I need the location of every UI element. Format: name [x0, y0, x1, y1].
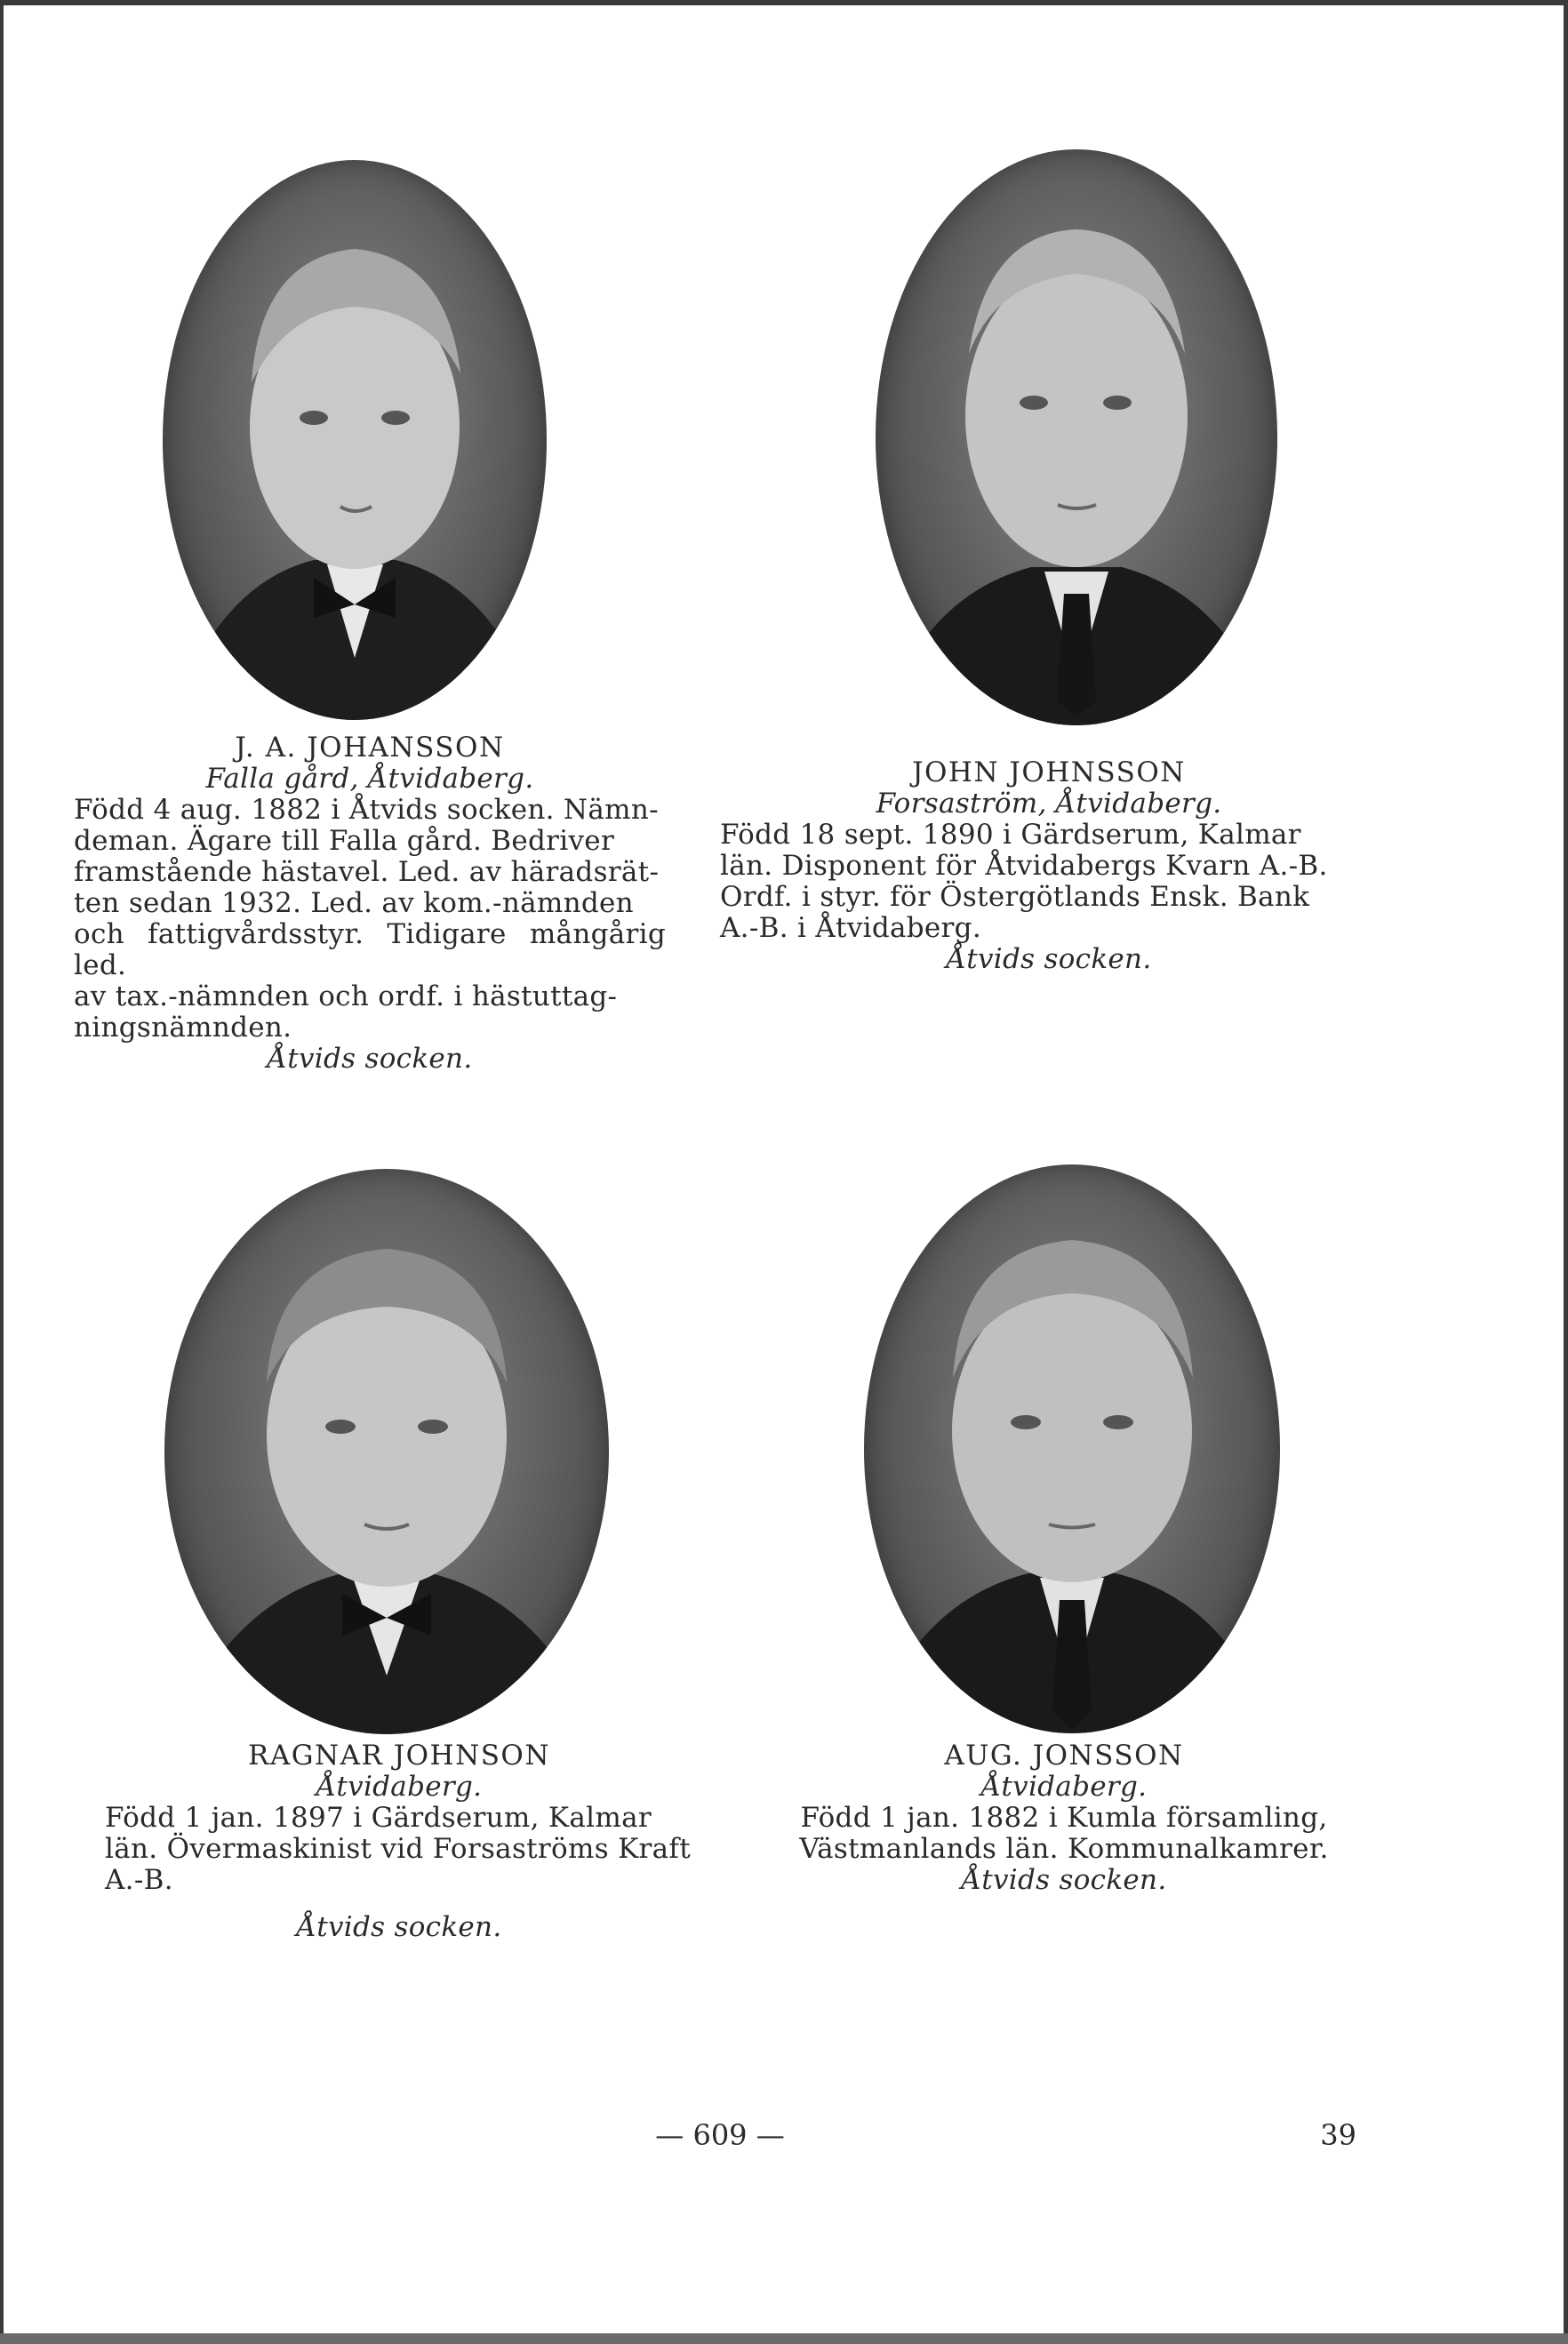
person-bio [756, 1803, 1372, 1865]
entry-johansson [74, 732, 666, 1075]
bio-line: Född 4 aug. 1882 i Åtvids socken. Nämn- [74, 794, 659, 827]
portrait-photo-3 [164, 1169, 609, 1734]
entry-john-johnsson [720, 757, 1378, 975]
person-parish: Åtvids socken. [267, 1043, 473, 1076]
portrait-ragnar-johnson [164, 1169, 609, 1734]
person-place: Åtvidaberg. [980, 1771, 1148, 1804]
bio-line: ningsnämnden. [74, 1012, 292, 1044]
bio-line: Västmanlands län. Kommunalkamrer. [799, 1833, 1329, 1866]
person-parish: Åtvids socken. [946, 943, 1152, 976]
bio-line: Ordf. i styr. för Östergötlands Ensk. Bank [720, 881, 1310, 914]
portrait-photo-2 [876, 149, 1277, 725]
portrait-photo-1 [163, 160, 547, 720]
person-bio [105, 1803, 693, 1896]
bio-line: framstående hästavel. Led. av häradsrät- [74, 856, 660, 889]
portrait-photo-4 [864, 1164, 1280, 1733]
entry-ragnar-johnson [105, 1740, 693, 1943]
person-name: JOHN JOHNSSON [912, 756, 1186, 788]
person-name: RAGNAR JOHNSON [248, 1740, 550, 1772]
person-name: AUG. JONSSON [944, 1740, 1184, 1772]
bio-line: deman. Ägare till Falla gård. Bedriver [74, 825, 615, 858]
bio-line: län. Övermaskinist vid Forsaströms Kraft [105, 1833, 691, 1866]
portrait-johansson [163, 160, 547, 720]
person-place: Falla gård, Åtvidaberg. [205, 763, 534, 796]
person-parish: Åtvids socken. [296, 1911, 502, 1944]
page-number: — 609 — [655, 2118, 785, 2152]
person-bio [720, 820, 1378, 944]
entry-aug-jonsson [756, 1740, 1372, 1896]
person-parish: Åtvids socken. [961, 1864, 1167, 1897]
portrait-aug-jonsson [864, 1164, 1280, 1733]
bio-line: Född 1 jan. 1897 i Gärdserum, Kalmar [105, 1802, 652, 1835]
person-place: Åtvidaberg. [316, 1771, 483, 1804]
portrait-john-johnsson [876, 149, 1277, 725]
person-bio [74, 795, 666, 1044]
sheet-number: 39 [1320, 2118, 1356, 2152]
bio-line: av tax.-nämnden och ordf. i hästuttag- [74, 980, 618, 1013]
person-name: J. A. JOHANSSON [235, 732, 505, 764]
person-place: Forsaström, Åtvidaberg. [876, 788, 1222, 820]
bio-line: Född 1 jan. 1882 i Kumla församling, [800, 1802, 1328, 1835]
bio-line: A.-B. [105, 1864, 173, 1897]
bio-line: Född 18 sept. 1890 i Gärdserum, Kalmar [720, 819, 1301, 852]
bio-line: och fattigvårdsstyr. Tidigare mångårig led. [74, 918, 666, 982]
scan-bottom-edge [0, 2333, 1568, 2344]
bio-line: A.-B. i Åtvidaberg. [720, 912, 981, 945]
bio-line: ten sedan 1932. Led. av kom.-nämnden [74, 887, 634, 920]
bio-line: län. Disponent för Åtvidabergs Kvarn A.-B. [720, 850, 1328, 883]
